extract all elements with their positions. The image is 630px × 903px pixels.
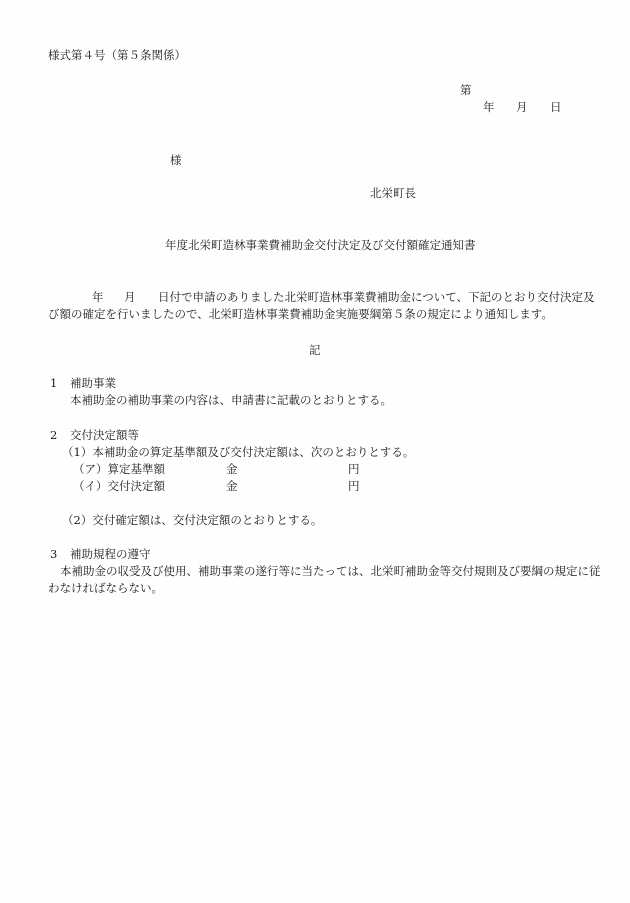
section-1-text: 本補助金の補助事業の内容は、申請書に記載のとおりとする。 [70, 393, 392, 407]
section-1-heading: 補助事業 [70, 376, 116, 390]
ki-heading: 記 [309, 343, 321, 357]
document-number-prefix: 第 [460, 83, 472, 97]
issuer-name: 北栄町長 [370, 186, 416, 200]
item-a-kin: 金 [226, 462, 238, 476]
item-a-en: 円 [348, 462, 360, 476]
section-3-line-2: わなければならない。 [48, 581, 163, 595]
section-3-heading: 補助規程の遵守 [70, 547, 151, 561]
date-month-label: 月 [516, 100, 528, 114]
section-2-sub-1: （1）本補助金の算定基準額及び交付決定額は、次のとおりとする。 [62, 445, 415, 459]
document-title: 年度北栄町造林事業費補助金交付決定及び交付額確定通知書 [165, 238, 476, 252]
recipient-honorific: 様 [170, 153, 182, 167]
section-2-heading: 交付決定額等 [70, 428, 139, 442]
section-2-sub-2: （2）交付確定額は、交付決定額のとおりとする。 [62, 513, 323, 527]
item-i-kin: 金 [226, 479, 238, 493]
body-line-1: 日付で申請のありました北栄町造林事業費補助金について、下記のとおり交付決定及 [158, 290, 595, 304]
section-2-number: 2 [50, 428, 58, 442]
item-i-label: （イ）交付決定額 [73, 479, 165, 493]
item-i-en: 円 [348, 479, 360, 493]
date-year-label: 年 [483, 100, 495, 114]
item-a-label: （ア）算定基準額 [73, 462, 165, 476]
body-year-label: 年 [92, 290, 104, 304]
body-month-label: 月 [124, 290, 136, 304]
section-3-number: 3 [50, 547, 58, 561]
form-label: 様式第４号（第５条関係） [48, 48, 186, 62]
date-day-label: 日 [550, 100, 562, 114]
body-line-2: び額の確定を行いましたので、北栄町造林事業費補助金実施要綱第５条の規定により通知します。 [48, 307, 553, 321]
section-3-line-1: 本補助金の収受及び使用、補助事業の遂行等に当たっては、北栄町補助金等交付規則及び要綱の規定に従 [60, 564, 601, 578]
section-1-number: 1 [50, 376, 58, 390]
